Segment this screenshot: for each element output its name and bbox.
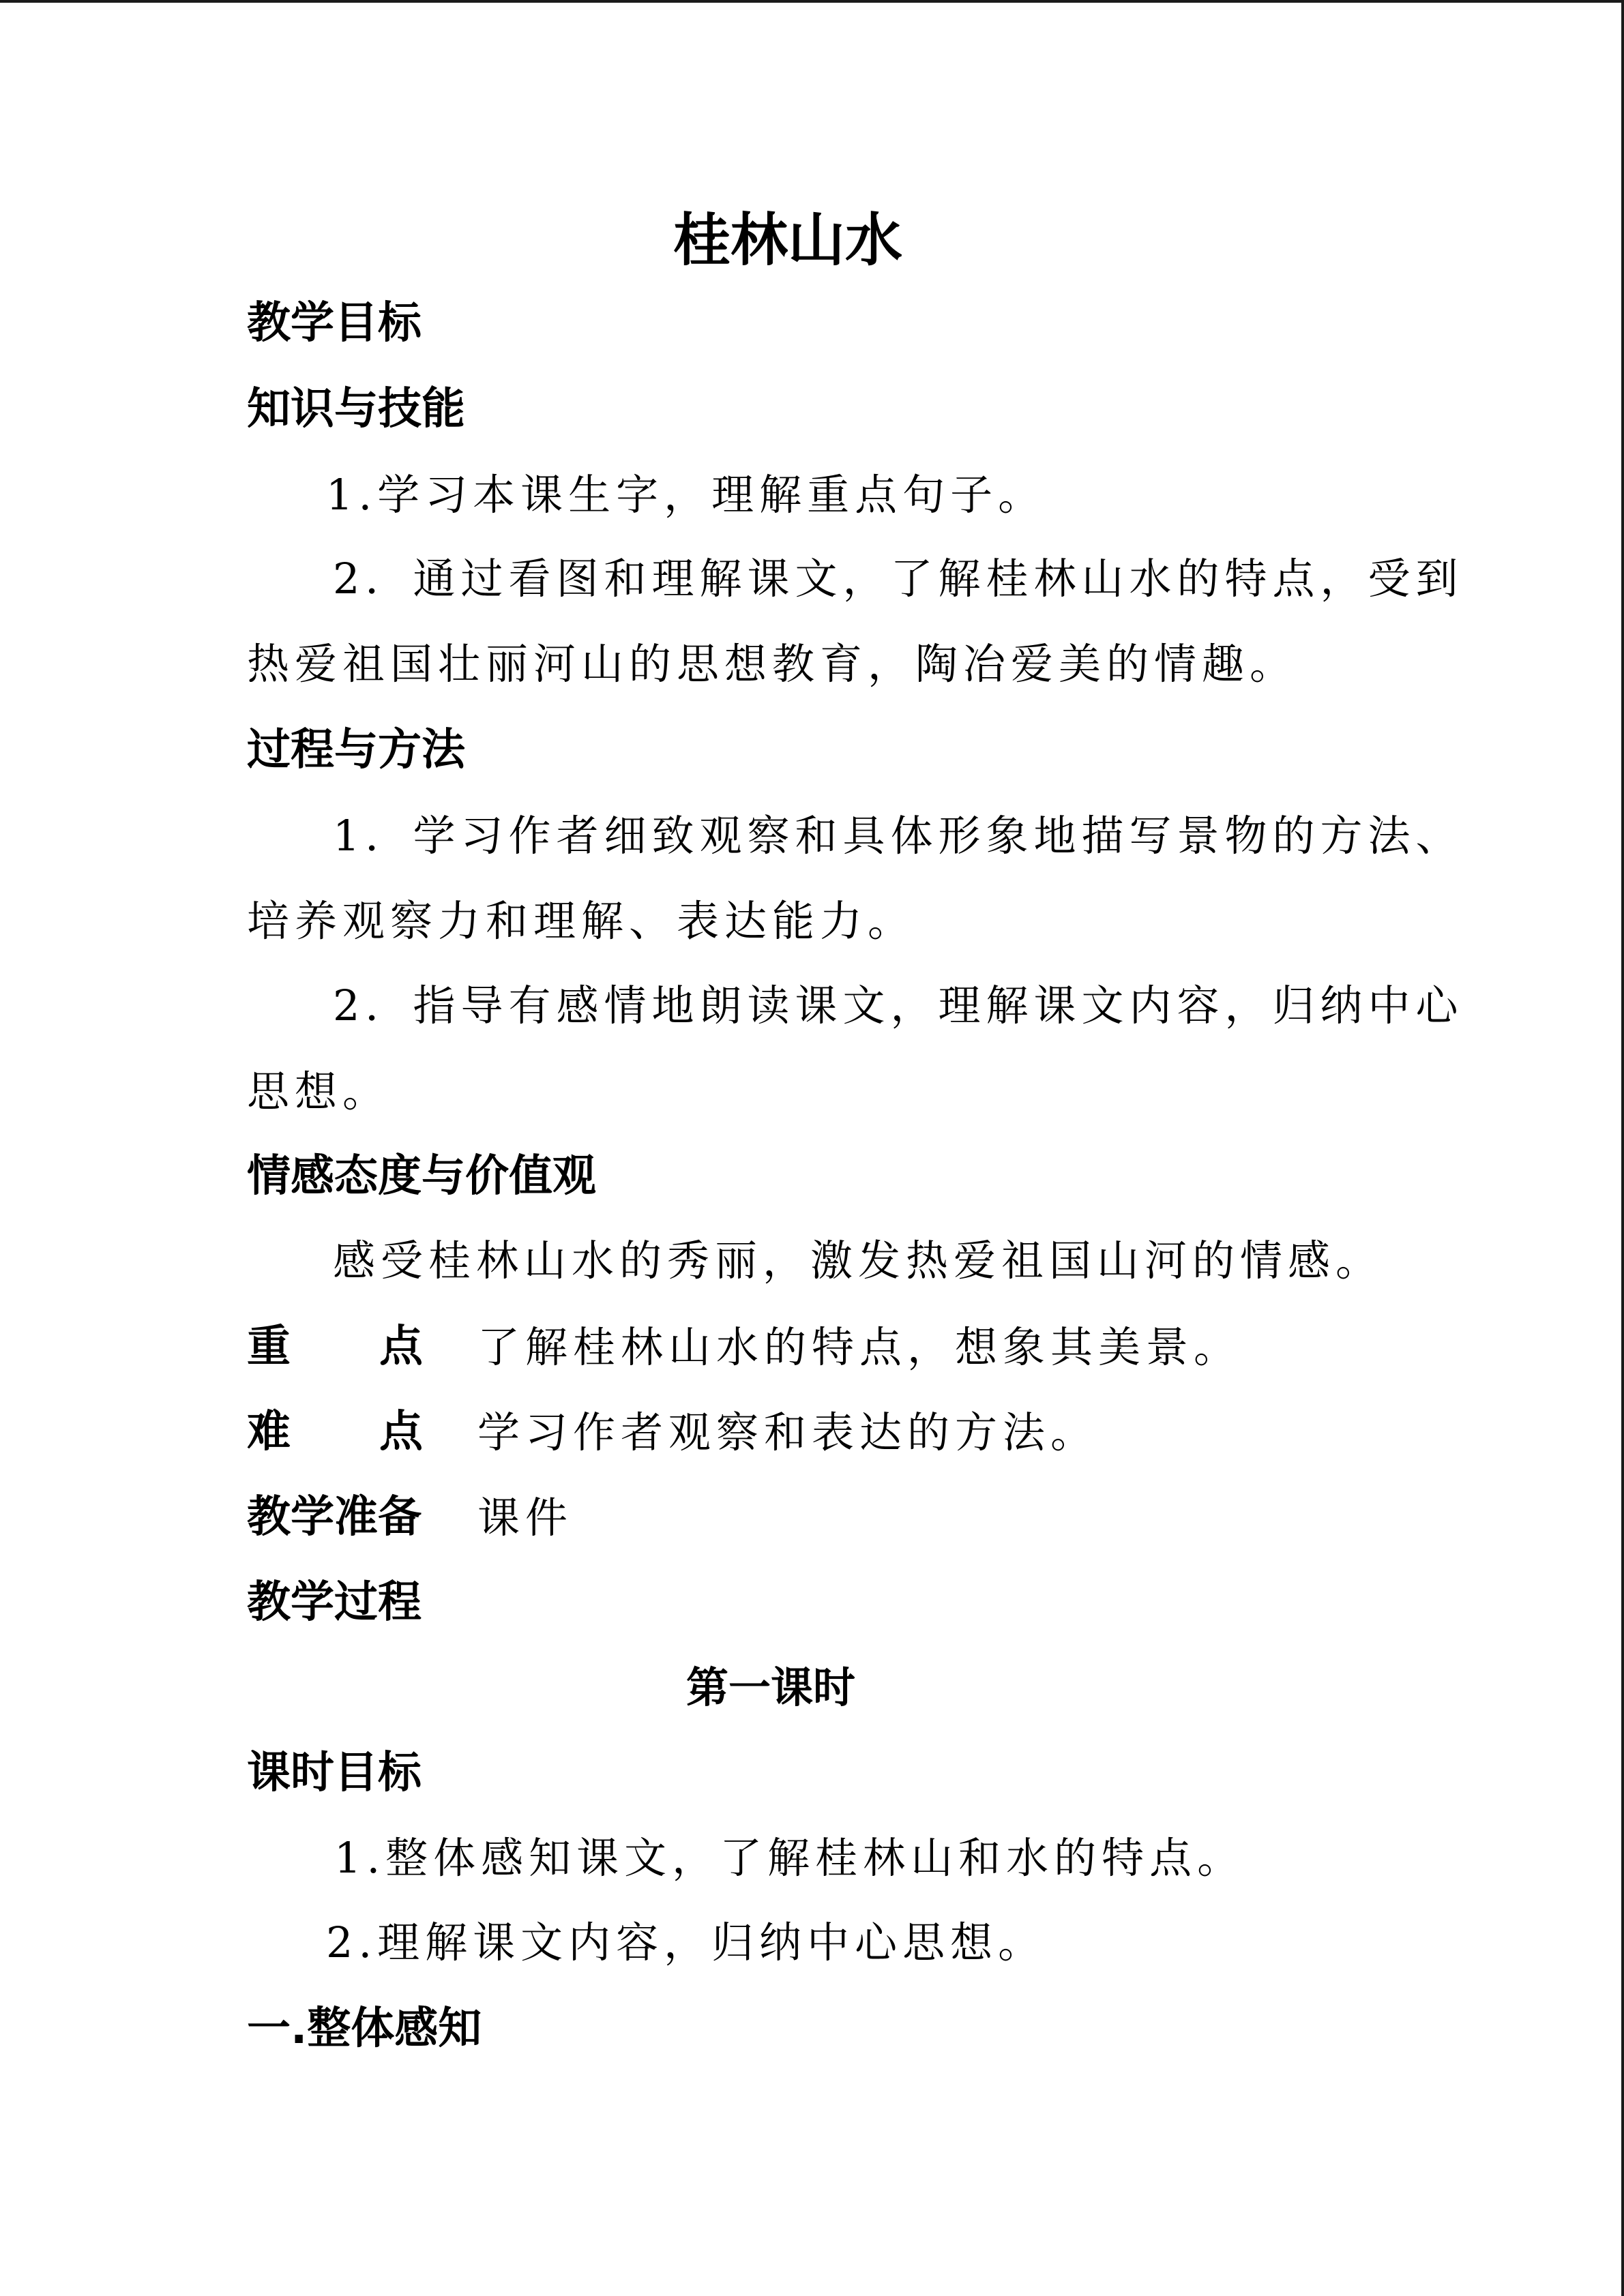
key-point-label-1: 重 <box>247 1322 291 1372</box>
difficulty-text: 学习作者观察和表达的方法。 <box>477 1407 1099 1457</box>
prep-text: 课件 <box>477 1493 574 1542</box>
heading-teaching-goals: 教学目标 <box>247 298 422 348</box>
difficulty-label-1: 难 <box>247 1407 291 1457</box>
page-title: 桂林山水 <box>673 207 902 273</box>
knowledge-item-2-line-2: 热爱祖国壮丽河山的思想教育，陶冶爱美的情趣。 <box>247 639 1298 689</box>
key-point-text: 了解桂林山水的特点，想象其美景。 <box>477 1322 1242 1372</box>
heading-process-method: 过程与方法 <box>247 725 465 775</box>
difficulty-label-2: 点 <box>379 1407 423 1457</box>
process-item-2-line-1: 2．指导有感情地朗读课文，理解课文内容，归纳中心 <box>333 981 1464 1030</box>
emotion-item-1: 感受桂林山水的秀丽，激发热爱祖国山河的情感。 <box>333 1236 1384 1285</box>
process-item-2-line-2: 思想。 <box>247 1067 391 1116</box>
heading-emotion-values: 情感态度与价值观 <box>247 1151 596 1202</box>
heading-knowledge-skills: 知识与技能 <box>247 384 465 434</box>
lesson-goal-1: 1.整体感知课文，了解桂林山和水的特点。 <box>334 1833 1245 1883</box>
page-right-border <box>1621 0 1624 2296</box>
key-point-label-2: 点 <box>379 1322 423 1372</box>
knowledge-item-2-line-1: 2．通过看图和理解课文，了解桂林山水的特点，受到 <box>333 554 1464 603</box>
knowledge-item-1: 1.学习本课生字，理解重点句子。 <box>326 470 1046 520</box>
page-top-border <box>0 0 1624 3</box>
lesson-goal-2: 2.理解课文内容，归纳中心思想。 <box>326 1918 1046 1967</box>
process-item-1-line-1: 1．学习作者细致观察和具体形象地描写景物的方法、 <box>333 811 1464 861</box>
section-overall-perception: 一.整体感知 <box>247 2003 482 2054</box>
lesson-one-title: 第一课时 <box>685 1663 855 1712</box>
heading-lesson-goals: 课时目标 <box>247 1748 422 1798</box>
prep-label: 教学准备 <box>247 1492 422 1542</box>
process-item-1-line-2: 培养观察力和理解、表达能力。 <box>247 896 916 946</box>
heading-teaching-process: 教学过程 <box>247 1577 422 1628</box>
